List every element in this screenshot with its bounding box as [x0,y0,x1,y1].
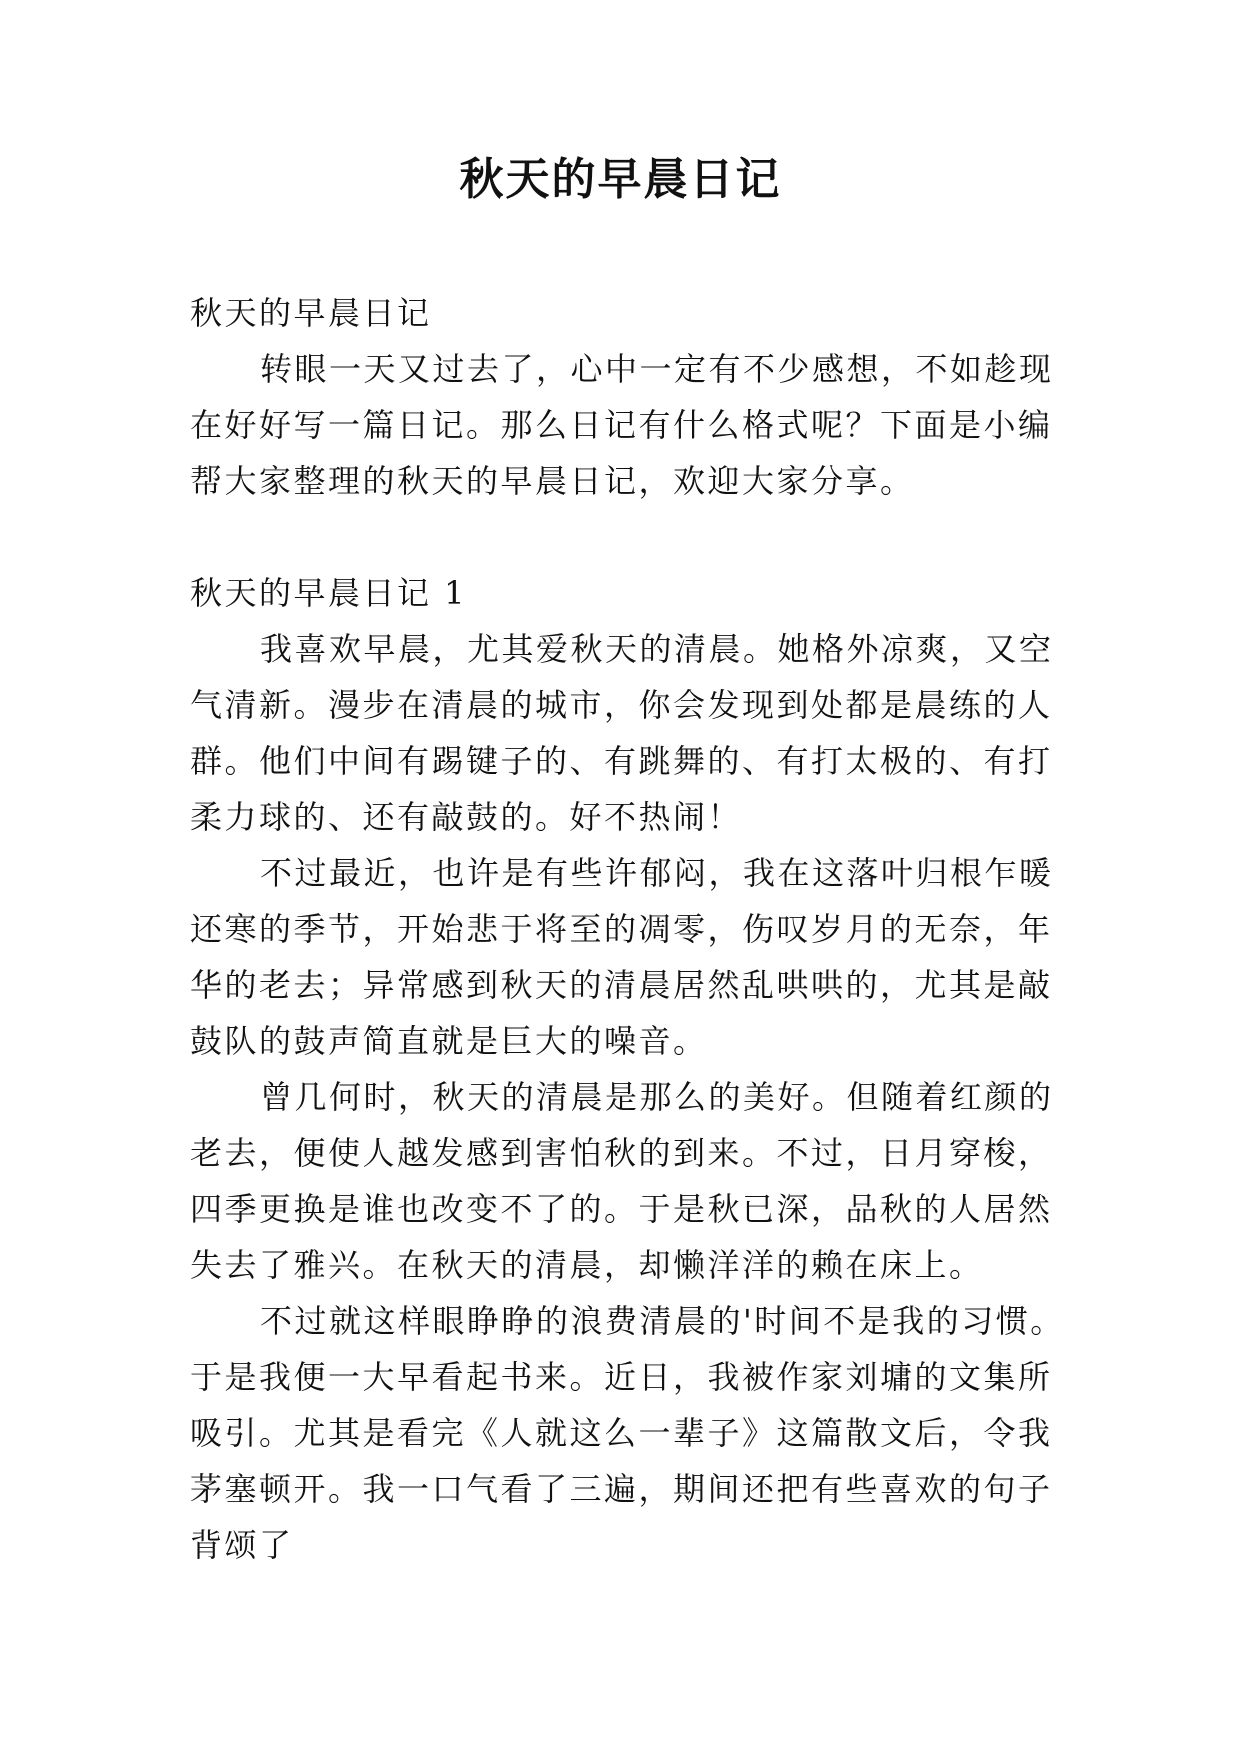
document-body [190,285,1070,1573]
paragraph-1: 我喜欢早晨，尤其爱秋天的清晨。她格外凉爽，又空气清新。漫步在清晨的城市，你会发现到处都是晨练的人群。他们中间有踢键子的、有跳舞的、有打太极的、有打柔力球的、还有敲鼓的。好不热闹！ [190,630,1054,836]
paragraph-2: 不过最近，也许是有些许郁闷，我在这落叶归根乍暖还寒的季节，开始悲于将至的凋零，伤叹岁月的无奈，年华的老去；异常感到秋天的清晨居然乱哄哄的，尤其是敲鼓队的鼓声简直就是巨大的噪音。 [190,854,1054,1060]
paragraph-4: 不过就这样眼睁睁的浪费清晨的'时间不是我的习惯。于是我便一大早看起书来。近日，我被作家刘墉的文集所吸引。尤其是看完《人就这么一辈子》这篇散文后，令我茅塞顿开。我一口气看了三遍，期间还把有些喜欢的句子背颂了 [190,1302,1065,1564]
document-title: 秋天的早晨日记 [459,154,782,205]
section-title: 秋天的早晨日记 1 [190,574,468,612]
subtitle: 秋天的早晨日记 [190,294,432,332]
paragraph-3: 曾几何时，秋天的清晨是那么的美好。但随着红颜的老去，便使人越发感到害怕秋的到来。不过，日月穿梭，四季更换是谁也改变不了的。于是秋已深，品秋的人居然失去了雅兴。在秋天的清晨，却懒洋洋的赖在床上。 [190,1078,1054,1284]
intro-paragraph: 转眼一天又过去了，心中一定有不少感想，不如趁现在好好写一篇日记。那么日记有什么格式呢？下面是小编帮大家整理的秋天的早晨日记，欢迎大家分享。 [190,350,1054,500]
